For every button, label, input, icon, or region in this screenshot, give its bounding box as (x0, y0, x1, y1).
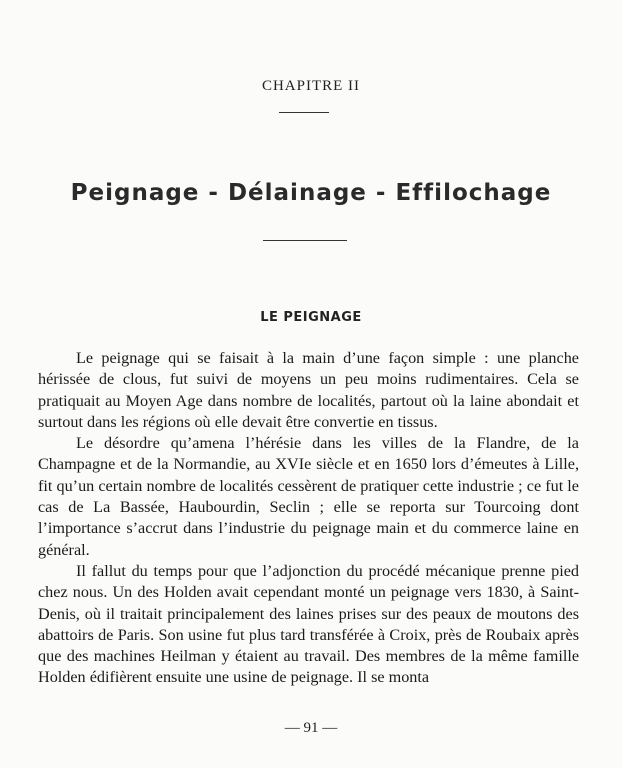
chapter-divider (279, 112, 329, 113)
paragraph: Il fallut du temps pour que l’adjonction du procédé mécanique prenne pied chez nous. Un des Holden avait cependant monté un peignage vers 1830, à Saint-Denis, où il traitait principalement des laines prises sur des peaux de moutons des abattoirs de Paris. Son usine fut plus tard transférée à Croix, près de Roubaix après que des machines Heilman y étaient au travail. Des membres de la même famille Holden édifièrent ensuite une usine de peignage. Il se monta (38, 561, 579, 687)
paragraph: Le peignage qui se faisait à la main d’une façon simple : une planche hérissée de clous, fut suivi de moyens un peu moins rudimentaires. Cela se pratiquait au Moyen Age dans nombre de localités, partout où la laine abondait et surtout dans les régions où elle devait être convertie en tissus. (38, 349, 579, 431)
chapter-title: Peignage - Délainage - Effilochage (70, 180, 552, 206)
page-number: — 91 — (284, 720, 338, 736)
paragraph: Le désordre qu’amena l’hérésie dans les villes de la Flandre, de la Champagne et de la Normandie, au XVIe siècle et en 1650 lors d’émeutes à Lille, fit qu’un certain nombre de localités cessèrent de pratiquer cette industrie ; ce fut le cas de La Bassée, Haubourdin, Seclin ; elle se reporta sur Tourcoing dont l’importance s’accrut dans l’industrie du peignage main et du commerce laine en général. (38, 434, 579, 559)
chapter-heading: CHAPITRE II (261, 78, 361, 94)
body-text (38, 348, 579, 689)
section-heading: LE PEIGNAGE (260, 310, 362, 325)
title-divider (263, 240, 347, 241)
